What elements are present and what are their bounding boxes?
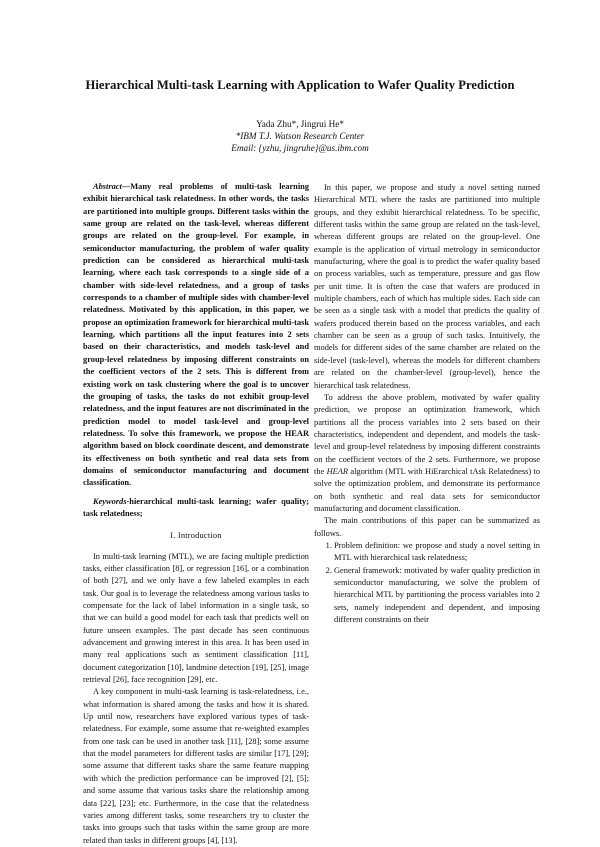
p4-part-b: algorithm (MTL with HiErarchical tAsk Relatedness) to solve the optimization problem, and demonstrate its performance on both synthetic and real data sets for semiconductor manufacturing and document classification. xyxy=(314,466,541,513)
abstract-lead: Abstract xyxy=(93,182,122,191)
intro-paragraph-4 xyxy=(314,392,540,515)
intro-paragraph-2: A key component in multi-task learning is task-relatedness, i.e., what information is shared among the tasks and how it is shared. Up until now, researchers have explored various types of task-relatedness. For example, some assume that re-weighted examples from one task can be used in another task [11], [28]; some assume that the model parameters for different tasks are similar [17], [29]; some assume that different tasks share the same feature mapping with which the prediction performance can be improved [2], [5]; and some assume that various tasks share the relationship among data [22], [23]; etc. Furthermore, in the case that the relatedness varies among different tasks, some researchers try to cluster the tasks into groups such that tasks within the same group are more related than tasks in different groups [4], [13]. xyxy=(83,687,309,845)
p4-part-a: To address the above problem, motivated by wafer quality prediction, we propose an optimization framework, which partitions all the process variables into 2 sets based on their characteristics, independent and dependent, and models the task-level and group-level relatedness by imposing different constraints on the coefficient vectors of the 2 sets. Furthermore, we propose the xyxy=(314,392,540,476)
right-column xyxy=(314,182,540,626)
intro-paragraph-5: The main contributions of this paper can be summarized as follows. xyxy=(314,516,540,538)
contribution-item: 2. General framework: motivated by wafer quality prediction in semiconductor manufacturing, we solve the problem of hierarchical MTL by partitioning the process variables into 2 sets, namely independent and dependent, and imposing different constraints on their xyxy=(334,565,540,627)
author-email: Email: {yzhu, jingruhe}@us.ibm.com xyxy=(231,143,369,153)
paper-title: Hierarchical Multi-task Learning with Application to Wafer Quality Prediction xyxy=(85,78,515,92)
affiliation: *IBM T.J. Watson Research Center xyxy=(235,131,365,141)
contributions-list xyxy=(314,540,540,626)
section-heading: I. Introduction xyxy=(170,531,222,541)
abstract-text: —Many real problems of multi-task learning exhibit hierarchical task relatedness. In other words, the tasks are partitioned into multiple groups. Different tasks within the same group are related on the task-level, whereas different groups are related on the group-level. For example, in semiconductor manufacturing, the problem of wafer quality prediction can be considered as hierarchical multi-task learning, where each task corresponds to a single side of a chamber with side-level relatedness, and a group of tasks corresponds to a chamber of multiple sides with chamber-level relatedness. Motivated by this application, in this paper, we propose an optimization framework for hierarchical multi-task learning, which partitions all the input features into 2 sets based on their characteristics, and models task-level and group-level relatedness by imposing different constraints on the coefficient vectors of the 2 sets. This is different from existing work on task clustering where the goal is to uncover the grouping of tasks, the tasks do not exhibit group-level relatedness, and the input features are not discriminated in the prediction model to model task-level and group-level relatedness. To solve this framework, we propose the HEAR algorithm based on block coordinate descent, and demonstrate its effectiveness on both synthetic and real data sets from domains of semiconductor manufacturing and document classification. xyxy=(83,182,309,488)
contribution-item: 1. Problem definition: we propose and study a novel setting in MTL with hierarchical task relatedness; xyxy=(334,540,540,565)
intro-paragraph-3: In this paper, we propose and study a novel setting named Hierarchical MTL where the tasks are partitioned into multiple groups, and they exhibit hierarchical relatedness. To be specific, different tasks within the same group are related on the task-level, whereas different groups are related on the group-level. One example is the application of virtual metrology in semiconductor manufacturing, where the goal is to predict the wafer quality based on process variables, such as temperature, pressure and gas flow per unit time. It is often the case that wafers are produced in multiple chambers, each of which has multiple sides. Each side can be seen as a single task with a model that predicts the quality of wafers produced therein based on the process variables, and each chamber can be seen as a group of such tasks. Intuitively, the models for different sides of the same chamber are related on the side-level (task-level), whereas the models for different chambers are related on the chamber-level (group-level), hence the hierarchical task relatedness. xyxy=(314,183,540,390)
abstract xyxy=(83,181,309,490)
intro-paragraph-1: In multi-task learning (MTL), we are facing multiple prediction tasks, either classification [8], or regression [16], or a combination of both [27], and we only have a few labeled examples in each task. Our goal is to leverage the relatedness among various tasks to compensate for the lack of label information in a single task, so that we can build a good model for each task that predicts well on future unseen examples. The past decade has seen continuous advancement and growing interest in this area. It has been used in many real applications such as sentiment classification [11], document categorization [10], landmine detection [19], [25], image retrieval [26], face recognition [29], etc. xyxy=(83,551,309,685)
left-column xyxy=(83,181,309,847)
keywords xyxy=(83,496,309,521)
keywords-text: -hierarchical multi-task learning; wafer quality; task relatedness; xyxy=(83,496,309,518)
keywords-lead: Keywords xyxy=(93,496,127,506)
hear-algorithm-name: HEAR xyxy=(326,466,348,476)
author-block xyxy=(0,118,600,154)
author-names: Yada Zhu*, Jingrui He* xyxy=(256,119,344,129)
